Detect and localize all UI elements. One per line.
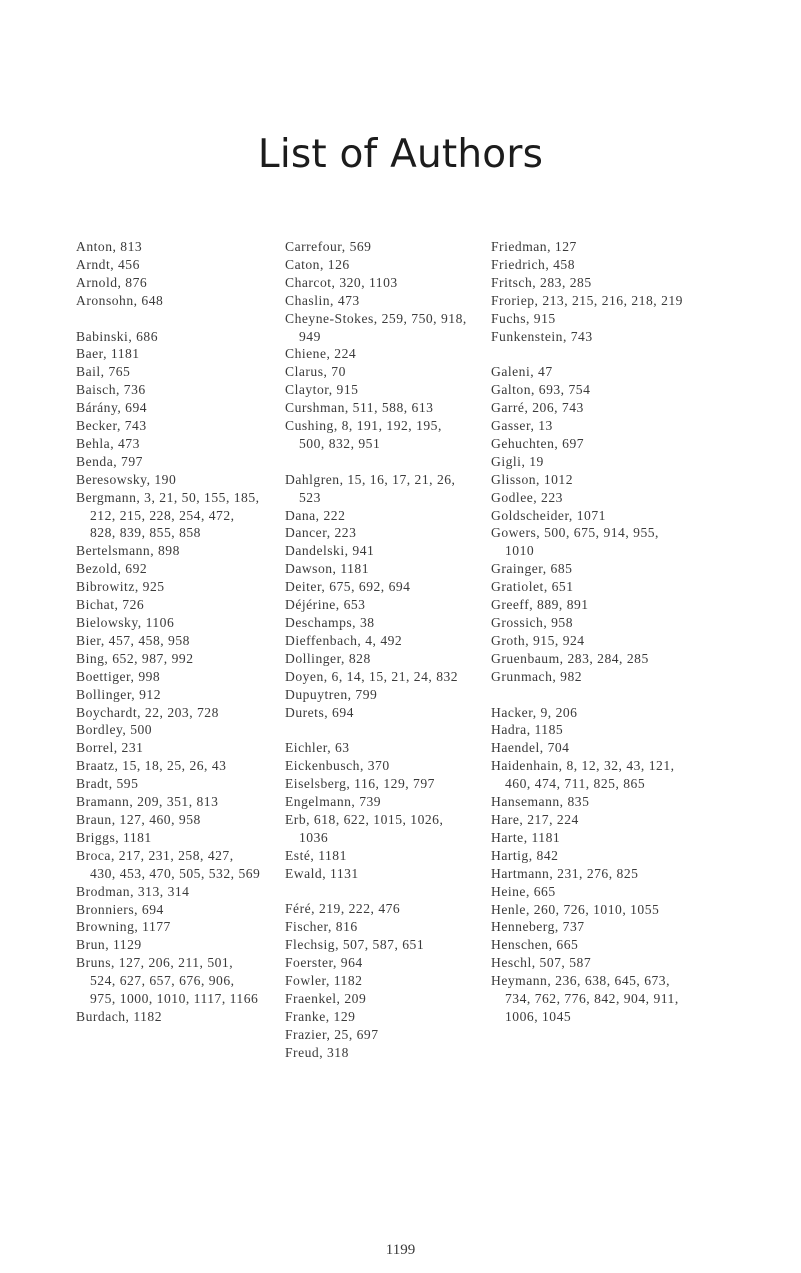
letter-group-gap (285, 453, 471, 471)
author-entry: Bronniers, 694 (76, 901, 164, 917)
author-entry: Beresowsky, 190 (76, 471, 177, 487)
author-entry: Dupuytren, 799 (285, 686, 378, 702)
author-entry: Foerster, 964 (285, 955, 363, 971)
author-entry: Benda, 797 (76, 453, 143, 469)
author-entry: Dollinger, 828 (285, 650, 371, 666)
author-entry: Dana, 222 (285, 507, 346, 523)
author-entry: Freud, 318 (285, 1044, 349, 1060)
author-entry: Brodman, 313, 314 (76, 883, 190, 899)
author-entry: Friedman, 127 (491, 239, 577, 254)
author-entry: Franke, 129 (285, 1008, 356, 1024)
author-entry: Déjérine, 653 (285, 597, 366, 613)
author-entry: Ewald, 1131 (285, 865, 359, 881)
author-entry: Bibrowitz, 925 (76, 579, 165, 595)
author-entry: Fritsch, 283, 285 (491, 274, 592, 290)
author-entry: Burdach, 1182 (76, 1008, 163, 1024)
author-entry: Browning, 1177 (76, 919, 171, 935)
author-entry: Bertelsmann, 898 (76, 543, 180, 559)
author-entry: Baer, 1181 (76, 346, 140, 362)
author-entry: Cushing, 8, 191, 192, 195, 500, 832, 951 (285, 418, 442, 451)
author-entry: Chiene, 224 (285, 346, 357, 362)
author-entry: Heine, 665 (491, 883, 556, 899)
author-entry: Arndt, 456 (76, 256, 140, 272)
author-entry: Bollinger, 912 (76, 686, 161, 702)
author-entry: Dandelski, 941 (285, 543, 375, 559)
author-entry: Babinski, 686 (76, 328, 159, 344)
author-entry: Haendel, 704 (491, 740, 570, 756)
letter-group-gap (491, 686, 691, 704)
author-entry: Carrefour, 569 (285, 239, 372, 254)
author-entry: Boettiger, 998 (76, 668, 161, 684)
author-entry: Deschamps, 38 (285, 615, 375, 631)
author-entry: Curshman, 511, 588, 613 (285, 400, 434, 416)
author-entry: Braatz, 15, 18, 25, 26, 43 (76, 758, 227, 774)
author-entry: Becker, 743 (76, 418, 147, 434)
author-entry: Fuchs, 915 (491, 310, 556, 326)
author-entry: Fischer, 816 (285, 919, 358, 935)
author-entry: Charcot, 320, 1103 (285, 274, 398, 290)
author-entry: Bramann, 209, 351, 813 (76, 794, 219, 810)
author-entry: Gruenbaum, 283, 284, 285 (491, 650, 649, 666)
author-entry: Froriep, 213, 215, 216, 218, 219 (491, 292, 683, 308)
author-entry: Heymann, 236, 638, 645, 673, 734, 762, 776, 842, 904, 911, 1006, 1045 (491, 973, 679, 1024)
author-entry: Grossich, 958 (491, 615, 574, 631)
author-entry: Erb, 618, 622, 1015, 1026, 1036 (285, 811, 444, 845)
author-entry: Esté, 1181 (285, 847, 347, 863)
author-entry: Galton, 693, 754 (491, 382, 591, 398)
author-entry: Féré, 219, 222, 476 (285, 901, 401, 917)
author-entry: Bing, 652, 987, 992 (76, 650, 194, 666)
author-entry: Grainger, 685 (491, 561, 573, 577)
author-entry: Cheyne-Stokes, 259, 750, 918, 949 (285, 310, 467, 344)
author-entry: Claytor, 915 (285, 382, 359, 398)
letter-group-gap (285, 721, 471, 739)
author-entry: Henschen, 665 (491, 937, 579, 953)
author-entry: Borrel, 231 (76, 740, 144, 756)
author-entry: Briggs, 1181 (76, 829, 152, 845)
letter-group-gap (285, 883, 471, 901)
author-entry: Bordley, 500 (76, 722, 153, 738)
author-entry: Fowler, 1182 (285, 973, 363, 989)
author-entry: Bielowsky, 1106 (76, 615, 175, 631)
author-entry: Harte, 1181 (491, 829, 561, 845)
author-entry: Dawson, 1181 (285, 561, 370, 577)
author-entry: Heschl, 507, 587 (491, 955, 592, 971)
author-entry: Hartig, 842 (491, 847, 559, 863)
author-entry: Eickenbusch, 370 (285, 758, 390, 774)
author-entry: Gratiolet, 651 (491, 579, 574, 595)
author-entry: Haidenhain, 8, 12, 32, 43, 121, 460, 474, 711, 825, 865 (491, 758, 675, 792)
author-entry: Greeff, 889, 891 (491, 597, 589, 613)
author-entry: Flechsig, 507, 587, 651 (285, 937, 425, 953)
author-column-3 (491, 238, 691, 1026)
author-entry: Dancer, 223 (285, 525, 357, 541)
author-entry: Hare, 217, 224 (491, 811, 579, 827)
author-entry: Broca, 217, 231, 258, 427, 430, 453, 470, 505, 532, 569 (76, 847, 261, 881)
author-entry: Baisch, 736 (76, 382, 146, 398)
author-entry: Glisson, 1012 (491, 471, 574, 487)
author-entry: Godlee, 223 (491, 489, 563, 505)
author-entry: Bezold, 692 (76, 561, 148, 577)
author-entry: Durets, 694 (285, 704, 354, 720)
letter-group-gap (76, 310, 262, 328)
author-entry: Deiter, 675, 692, 694 (285, 579, 411, 595)
letter-group-gap (491, 345, 691, 363)
author-entry: Funkenstein, 743 (491, 328, 593, 344)
author-entry: Boychardt, 22, 203, 728 (76, 704, 219, 720)
author-entry: Eichler, 63 (285, 740, 350, 756)
author-entry: Hacker, 9, 206 (491, 704, 578, 720)
author-entry: Friedrich, 458 (491, 256, 576, 272)
author-entry: Engelmann, 739 (285, 794, 382, 810)
author-entry: Caton, 126 (285, 256, 350, 272)
author-entry: Gasser, 13 (491, 418, 553, 434)
author-entry: Arnold, 876 (76, 274, 148, 290)
author-entry: Dahlgren, 15, 16, 17, 21, 26, 523 (285, 471, 456, 505)
author-entry: Frazier, 25, 697 (285, 1026, 379, 1042)
author-entry: Anton, 813 (76, 239, 143, 254)
author-entry: Galeni, 47 (491, 364, 553, 380)
author-entry: Gehuchten, 697 (491, 435, 585, 451)
author-entry: Brun, 1129 (76, 937, 142, 953)
author-entry: Chaslin, 473 (285, 292, 360, 308)
author-entry: Braun, 127, 460, 958 (76, 811, 201, 827)
author-entry: Fraenkel, 209 (285, 991, 367, 1007)
author-entry: Dieffenbach, 4, 492 (285, 632, 403, 648)
author-entry: Bradt, 595 (76, 776, 139, 792)
author-entry: Clarus, 70 (285, 364, 346, 380)
author-entry: Henle, 260, 726, 1010, 1055 (491, 901, 660, 917)
page-title: List of Authors (257, 132, 544, 177)
author-entry: Eiselsberg, 116, 129, 797 (285, 776, 435, 792)
author-entry: Hadra, 1185 (491, 722, 564, 738)
author-entry: Bail, 765 (76, 364, 131, 380)
author-entry: Bichat, 726 (76, 597, 145, 613)
author-entry: Hartmann, 231, 276, 825 (491, 865, 639, 881)
author-entry: Goldscheider, 1071 (491, 507, 606, 523)
author-entry: Hansemann, 835 (491, 794, 590, 810)
author-entry: Garré, 206, 743 (491, 400, 584, 416)
author-entry: Grunmach, 982 (491, 668, 583, 684)
author-entry: Aronsohn, 648 (76, 292, 164, 308)
author-entry: Gowers, 500, 675, 914, 955, 1010 (491, 525, 659, 559)
author-entry: Gigli, 19 (491, 453, 544, 469)
author-entry: Henneberg, 737 (491, 919, 585, 935)
author-entry: Bergmann, 3, 21, 50, 155, 185, 212, 215, 228, 254, 472, 828, 839, 855, 858 (76, 489, 260, 541)
author-entry: Bruns, 127, 206, 211, 501, 524, 627, 657, 676, 906, 975, 1000, 1010, 1117, 1166 (76, 955, 259, 1007)
author-column-2 (285, 238, 471, 1062)
page-number: 1199 (385, 1242, 416, 1258)
author-entry: Doyen, 6, 14, 15, 21, 24, 832 (285, 668, 459, 684)
author-entry: Groth, 915, 924 (491, 632, 585, 648)
author-column-1 (76, 238, 262, 1026)
author-entry: Behla, 473 (76, 435, 140, 451)
author-entry: Bárány, 694 (76, 400, 148, 416)
author-entry: Bier, 457, 458, 958 (76, 632, 190, 648)
